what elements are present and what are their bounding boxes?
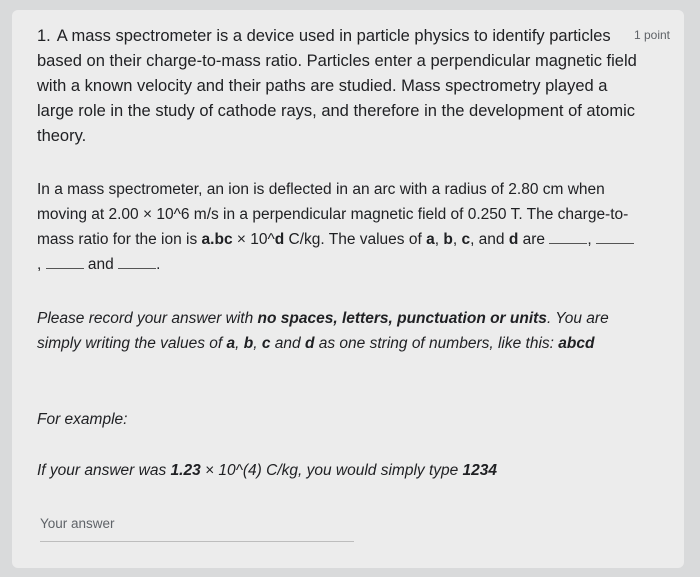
question-card xyxy=(12,10,684,568)
blank-a xyxy=(549,229,587,244)
ratio-variable: a.bc xyxy=(201,231,233,248)
example-answer: 1234 xyxy=(462,462,498,479)
separator: , xyxy=(235,335,244,352)
var-b: b xyxy=(243,335,254,352)
question-intro xyxy=(37,24,637,149)
problem-statement xyxy=(37,177,637,277)
and-word: and xyxy=(270,335,305,352)
format-example: abcd xyxy=(558,335,595,352)
separator: , xyxy=(253,335,262,352)
answer-input[interactable] xyxy=(40,512,358,544)
and-word: and xyxy=(83,256,119,273)
points-label: 1 point xyxy=(633,28,670,42)
blank-c xyxy=(46,254,84,269)
instructions-text: Please record your answer with xyxy=(37,310,258,327)
var-d: d xyxy=(304,335,315,352)
instructions-emphasis: no spaces, letters, punctuation or units xyxy=(257,310,547,327)
answer-placeholder-label: Your answer xyxy=(40,516,115,531)
separator: , xyxy=(587,231,596,248)
example-label: For example: xyxy=(37,411,128,428)
problem-text: are xyxy=(518,231,550,248)
var-c: c xyxy=(261,335,271,352)
var-b: b xyxy=(443,231,453,248)
problem-text: In a mass spectrometer, an ion is deflected in an arc with a radius of 2.80 cm when moving at 2.00 × 10^6 m/s in a perpendicular magnetic field of 0.250 T. The charge-to-mass ratio for the ion is xyxy=(37,181,629,248)
example-text-part: If your answer was xyxy=(37,462,171,479)
blank-d xyxy=(118,254,156,269)
period: . xyxy=(156,256,161,273)
separator: , xyxy=(37,256,46,273)
var-d: d xyxy=(508,231,519,248)
var-a: a xyxy=(226,335,236,352)
intro-text: A mass spectrometer is a device used in particle physics to identify particles based on their charge-to-mass ratio. Particles enter a perpendicular magnetic field with a known velocity and their paths are studied. Mass spectrometry played a large role in the study of cathode rays, and therefore in the development of atomic theory. xyxy=(37,27,637,145)
instructions xyxy=(37,306,637,356)
question-number: 1. xyxy=(37,27,51,45)
var-c: c xyxy=(461,231,471,248)
blank-b xyxy=(596,229,634,244)
separator: , xyxy=(452,231,462,248)
problem-text: × 10^ xyxy=(232,231,275,248)
problem-text: C/kg. The values of xyxy=(284,231,427,248)
example-text xyxy=(37,458,637,483)
problem-text: , and xyxy=(470,231,509,248)
separator: , xyxy=(434,231,444,248)
exponent-variable: d xyxy=(274,231,285,248)
var-a: a xyxy=(426,231,435,248)
example-text-part: × 10^(4) C/kg, you would simply type xyxy=(200,462,463,479)
example-value: 1.23 xyxy=(170,462,201,479)
instructions-text: as one string of numbers, like this: xyxy=(314,335,559,352)
instructions-text: . You are simply writing the values of xyxy=(37,310,609,352)
answer-underline xyxy=(40,541,354,542)
